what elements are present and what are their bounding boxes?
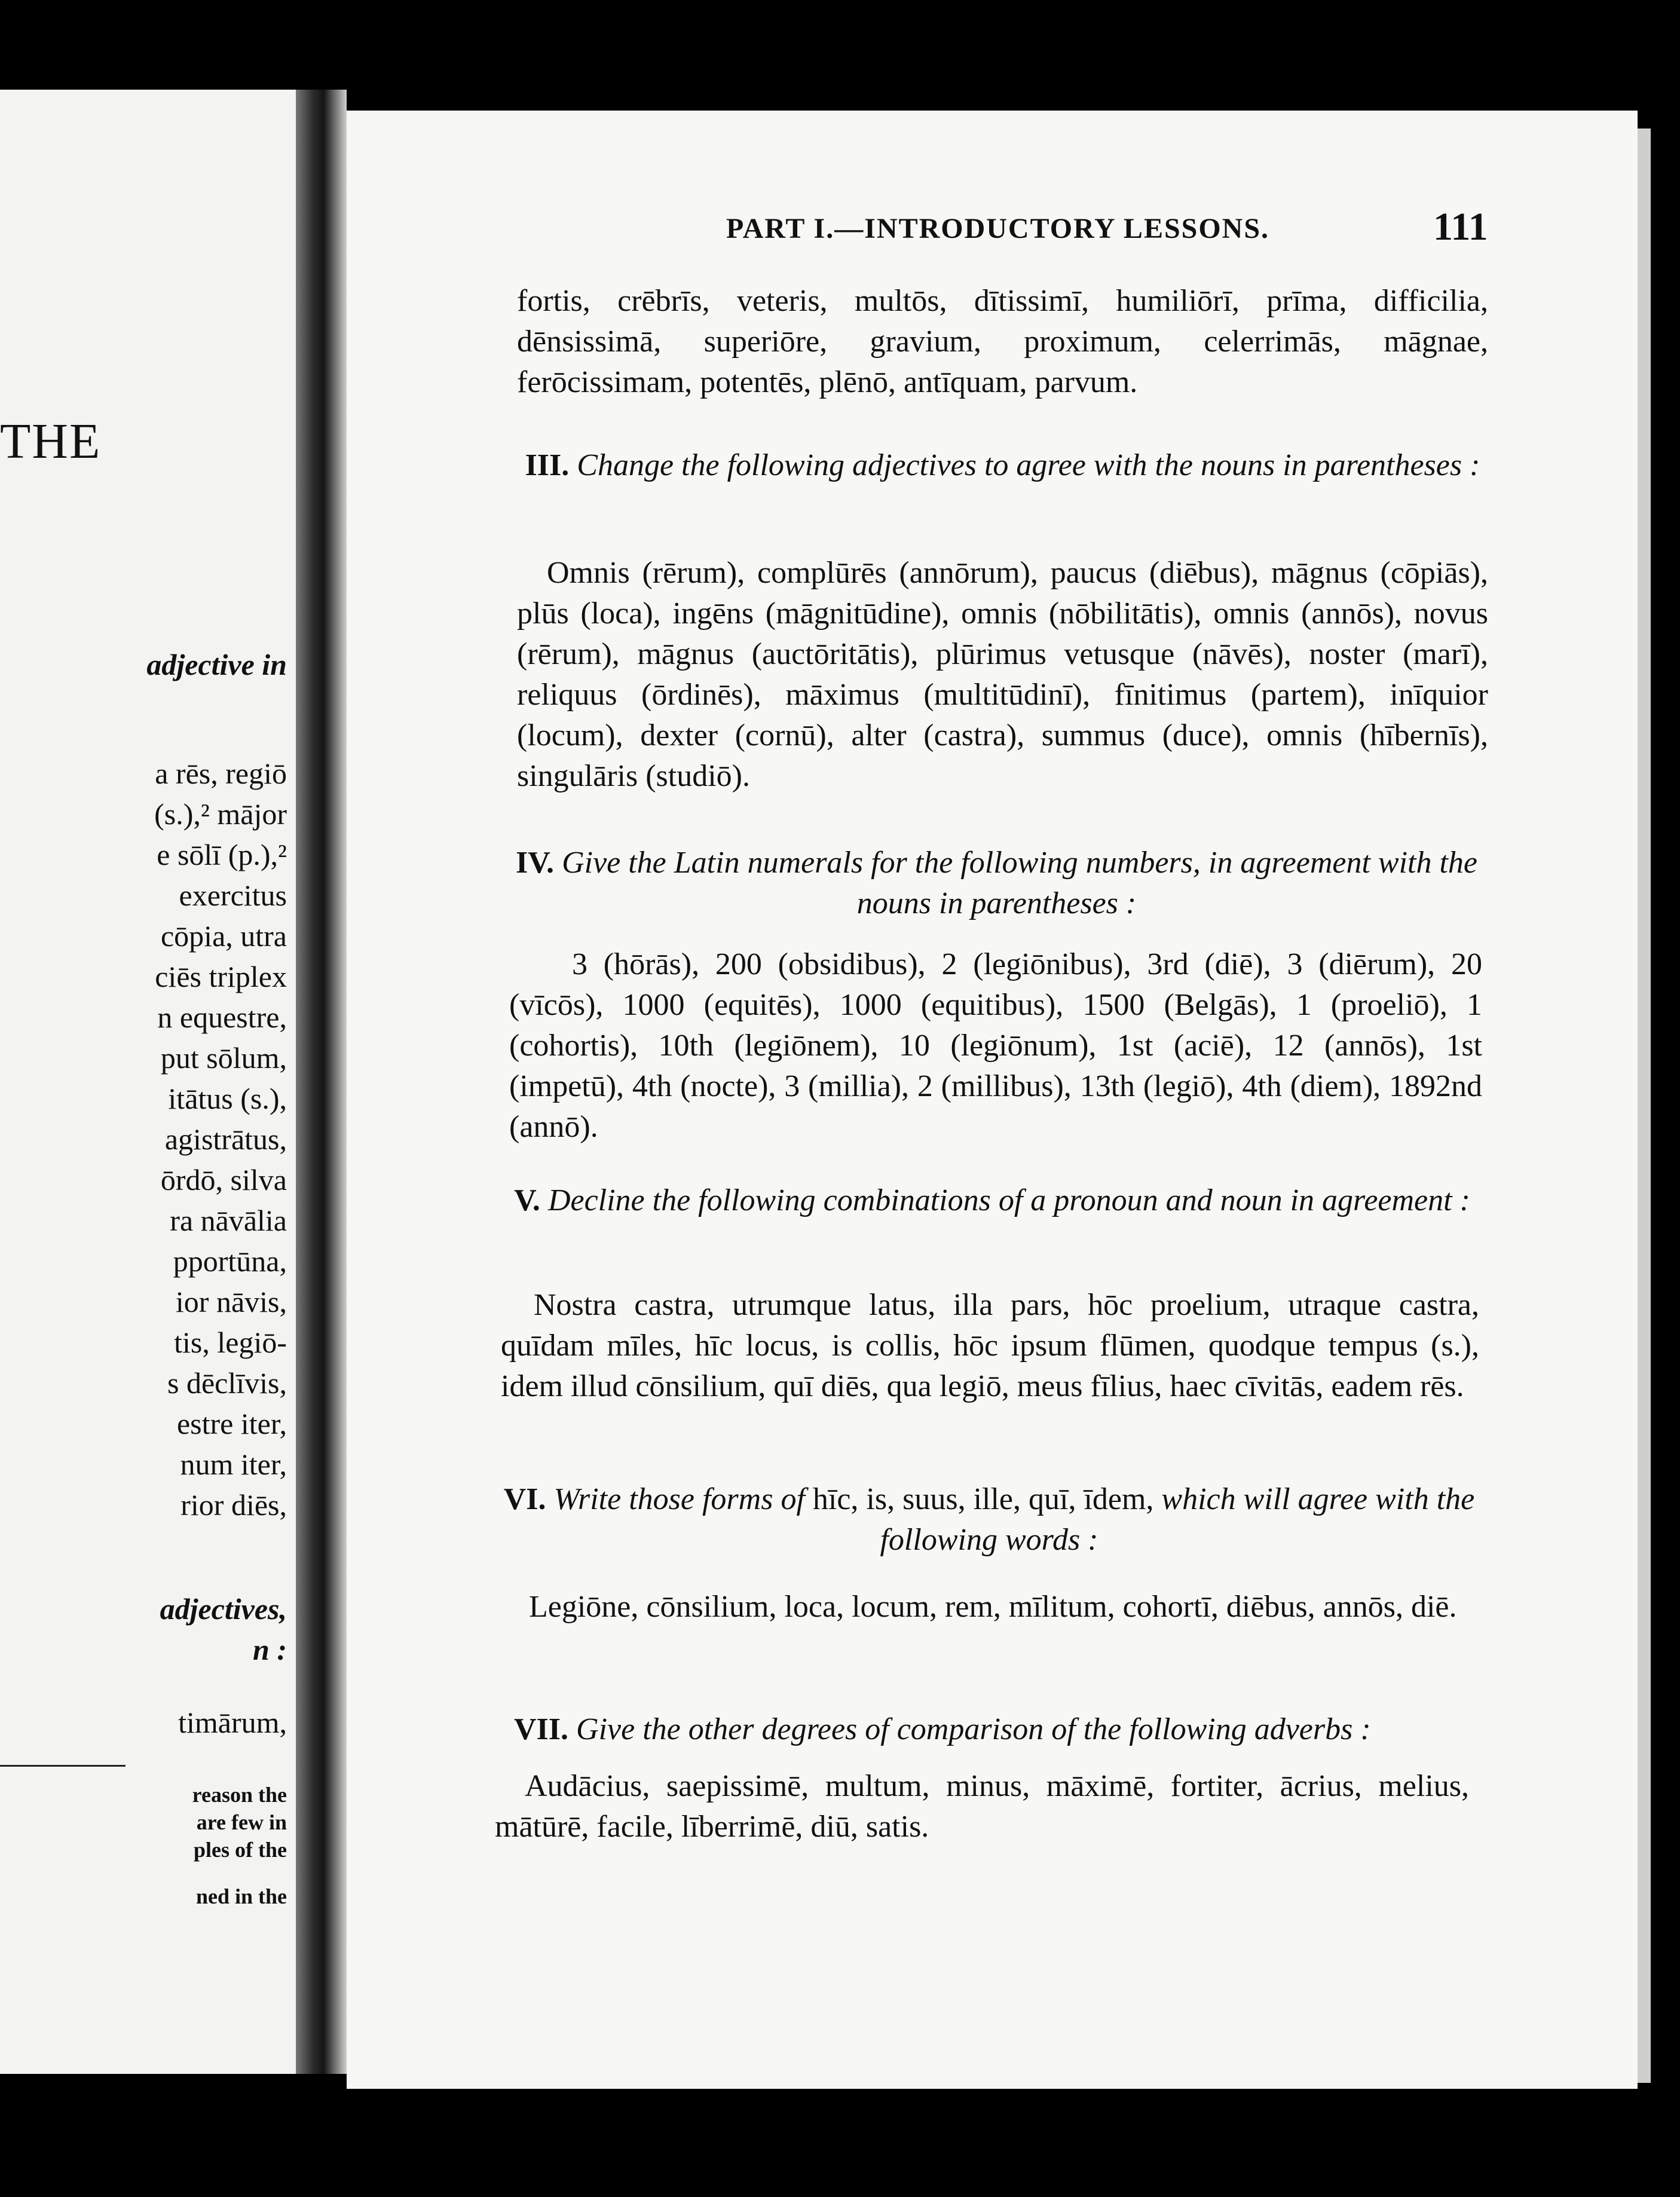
left-line: estre iter,: [176, 1407, 287, 1440]
footnote-rule: [0, 1765, 126, 1767]
section-body-v: Nostra castra, utrumque latus, illa pars, hōc proelium, utraque castra, quīdam mīles, hīc locus, is collis, hōc ipsum flūmen, quodque tempus (s.), idem illud cōnsilium, quī diēs, qua legiō, meus fīlius, haec cīvitās, eadem rēs.: [501, 1288, 1479, 1403]
left-line: itātus (s.),: [168, 1082, 287, 1115]
left-page: [0, 90, 296, 2074]
left-line: cōpia, utra: [160, 919, 287, 953]
left-line: e sōlī (p.),²: [157, 838, 287, 871]
book-gutter: [296, 90, 347, 2074]
left-line: ra nāvālia: [170, 1204, 287, 1237]
left-line: put sōlum,: [160, 1041, 287, 1075]
section-number: VII.: [514, 1712, 569, 1746]
section-heading-iv: [511, 843, 1482, 924]
left-line: s dēclīvis,: [167, 1366, 287, 1400]
left-line: n equestre,: [157, 1000, 287, 1034]
page-number: 111: [1433, 205, 1488, 249]
left-line: rior diēs,: [180, 1488, 287, 1522]
section-number: IV.: [515, 846, 555, 880]
section-instruction: Change the following adjectives to agree with the nouns in parentheses :: [577, 448, 1480, 482]
left-line: a rēs, regiō: [155, 757, 287, 790]
left-line: adjective in: [146, 648, 287, 681]
left-line: ciēs triplex: [155, 960, 287, 993]
section-instruction: Give the Latin numerals for the following numbers, in agreement with the nouns in parentheses :: [562, 846, 1478, 920]
section-body-vi: Legiōne, cōnsilium, loca, locum, rem, mīlitum, cohortī, diēbus, annōs, diē.: [529, 1590, 1457, 1624]
page-edge: [1638, 128, 1651, 2083]
footnote-line: reason the: [192, 1783, 287, 1807]
section-instruction: Give the other degrees of comparison of the following adverbs :: [576, 1712, 1371, 1746]
section-number: III.: [525, 448, 570, 482]
section-instruction-words: hīc, is, suus, ille, quī, īdem,: [812, 1482, 1154, 1516]
section-body-vii: Audācius, saepissimē, multum, minus, māximē, fortiter, ācrius, melius, mātūrē, facile, līberrimē, diū, satis.: [495, 1769, 1469, 1844]
section-instruction: which will agree with the following words :: [880, 1482, 1475, 1557]
left-line: timārum,: [178, 1706, 287, 1739]
section-instruction: Write those forms of: [553, 1482, 805, 1516]
section-heading-vi: [499, 1479, 1479, 1560]
section-number: VI.: [503, 1482, 546, 1516]
left-line: (s.),² mājor: [154, 797, 287, 831]
footnote-line: are few in: [196, 1810, 287, 1834]
left-line: agistrātus,: [164, 1122, 287, 1156]
left-line: pportūna,: [173, 1244, 287, 1278]
left-line: exercitus: [179, 879, 287, 912]
left-line: tis, legiō-: [174, 1326, 287, 1359]
section-body-iv: 3 (hōrās), 200 (obsidibus), 2 (legiōnibus), 3rd (diē), 3 (diērum), 20 (vīcōs), 1000 (equitēs), 1000 (equitibus), 1500 (Belgās), 1 (proeliō), 1 (cohortis), 10th (legiōnem), 10 (legiōnum), 1st (aciē), 12 (annōs), 1st (impetū), 4th (nocte), 3 (millia), 2 (millibus), 13th (legiō), 4th (diem), 1892nd (annō).: [509, 947, 1482, 1144]
left-line: ior nāvis,: [175, 1285, 287, 1318]
section-body-iii: Omnis (rērum), complūrēs (annōrum), paucus (diēbus), māgnus (cōpiās), plūs (loca), ingēns (māgnitūdine), omnis (nōbilitātis), omnis (annōs), novus (rērum), māgnus (auctōritātis), plūrimus vetusque (nāvēs), noster (marī), reliquus (ōrdinēs), māximus (multitūdinī), fīnitimus (partem), inīquior (locum), dexter (cornū), alter (castra), summus (duce), omnis (hībernīs), singulāris (studiō).: [517, 556, 1488, 793]
section-heading-v: [505, 1180, 1479, 1221]
section-instruction: Decline the following combinations of a pronoun and noun in agreement :: [547, 1183, 1470, 1217]
left-line: num iter,: [180, 1448, 287, 1481]
intro-paragraph: fortis, crēbrīs, veteris, multōs, dītissimī, humiliōrī, prīma, difficilia, dēnsissimā, superiōre, gravium, proximum, celerrimās, māgnae, ferōcissimam, potentēs, plēnō, antīquam, parvum.: [517, 284, 1488, 399]
section-number: V.: [514, 1183, 540, 1217]
left-line: ōrdō, silva: [160, 1163, 287, 1197]
running-header: PART I.—INTRODUCTORY LESSONS.: [726, 213, 1270, 244]
footnote-line: ned in the: [195, 1884, 287, 1908]
left-line: adjectives,: [160, 1592, 287, 1626]
left-line: n :: [253, 1633, 287, 1666]
left-page-heading: THE: [0, 414, 102, 469]
footnote-line: ples of the: [194, 1838, 287, 1862]
section-heading-vii: [514, 1709, 1470, 1750]
section-heading-iii: [517, 445, 1488, 486]
